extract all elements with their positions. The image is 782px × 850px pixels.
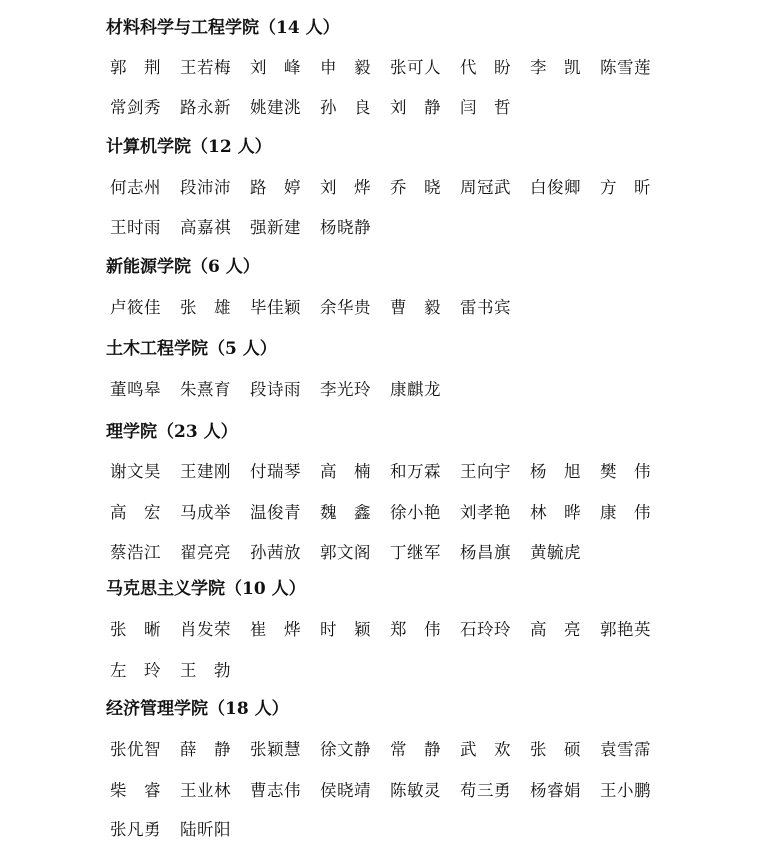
person-name: 雷书宾 <box>460 298 511 317</box>
name-row <box>110 460 670 484</box>
person-name: 康 伟 <box>600 503 651 522</box>
person-name: 郭艳英 <box>600 620 651 639</box>
person-name: 路永新 <box>180 98 231 117</box>
name-row <box>110 296 670 320</box>
person-name: 王时雨 <box>110 218 161 237</box>
person-name: 王向宇 <box>460 462 511 481</box>
person-name: 张 硕 <box>530 740 581 759</box>
person-name: 曹志伟 <box>250 781 301 800</box>
person-name: 郭 荆 <box>110 58 161 77</box>
person-name: 侯晓靖 <box>320 781 371 800</box>
person-name: 常剑秀 <box>110 98 161 117</box>
person-name: 魏 鑫 <box>320 503 371 522</box>
name-row <box>110 501 670 525</box>
section-heading: 马克思主义学院（10 人） <box>106 579 306 599</box>
person-name: 郑 伟 <box>390 620 441 639</box>
person-name: 刘孝艳 <box>460 503 511 522</box>
person-name: 毕佳颖 <box>250 298 301 317</box>
person-name: 马成举 <box>180 503 231 522</box>
person-name: 王若梅 <box>180 58 231 77</box>
person-name: 柴 睿 <box>110 781 161 800</box>
person-name: 付瑞琴 <box>250 462 301 481</box>
person-name: 陈雪莲 <box>600 58 651 77</box>
person-name: 申 毅 <box>320 58 371 77</box>
section-heading: 新能源学院（6 人） <box>106 257 260 277</box>
person-name: 王 勃 <box>180 661 231 680</box>
person-name: 白俊卿 <box>530 178 581 197</box>
person-name: 杨晓静 <box>320 218 371 237</box>
person-name: 杨昌旗 <box>460 543 511 562</box>
person-name: 高嘉祺 <box>180 218 231 237</box>
person-name: 段诗雨 <box>250 380 301 399</box>
person-name: 樊 伟 <box>600 462 651 481</box>
person-name: 陈敏灵 <box>390 781 441 800</box>
person-name: 高 亮 <box>530 620 581 639</box>
name-row <box>110 378 670 402</box>
section-heading: 计算机学院（12 人） <box>106 137 272 157</box>
person-name: 高 宏 <box>110 503 161 522</box>
name-row <box>110 96 670 120</box>
name-row <box>110 176 670 200</box>
person-name: 段沛沛 <box>180 178 231 197</box>
name-row <box>110 659 670 683</box>
person-name: 崔 烨 <box>250 620 301 639</box>
person-name: 薛 静 <box>180 740 231 759</box>
person-name: 黄毓虎 <box>530 543 581 562</box>
person-name: 袁雪霈 <box>600 740 651 759</box>
person-name: 石玲玲 <box>460 620 511 639</box>
person-name: 时 颖 <box>320 620 371 639</box>
name-row <box>110 56 670 80</box>
section-heading: 材料科学与工程学院（14 人） <box>106 18 340 38</box>
person-name: 常 静 <box>390 740 441 759</box>
person-name: 徐小艳 <box>390 503 441 522</box>
section-heading: 土木工程学院（5 人） <box>106 339 277 359</box>
person-name: 徐文静 <box>320 740 371 759</box>
person-name: 余华贵 <box>320 298 371 317</box>
person-name: 丁继军 <box>390 543 441 562</box>
person-name: 刘 峰 <box>250 58 301 77</box>
person-name: 张凡勇 <box>110 820 161 839</box>
person-name: 乔 晓 <box>390 178 441 197</box>
person-name: 刘 烨 <box>320 178 371 197</box>
person-name: 蔡浩江 <box>110 543 161 562</box>
person-name: 朱熹育 <box>180 380 231 399</box>
person-name: 王建刚 <box>180 462 231 481</box>
person-name: 陆昕阳 <box>180 820 231 839</box>
name-row <box>110 779 670 803</box>
person-name: 刘 静 <box>390 98 441 117</box>
person-name: 温俊青 <box>250 503 301 522</box>
person-name: 孙茜放 <box>250 543 301 562</box>
person-name: 高 楠 <box>320 462 371 481</box>
person-name: 卢筱佳 <box>110 298 161 317</box>
person-name: 杨 旭 <box>530 462 581 481</box>
person-name: 和万霖 <box>390 462 441 481</box>
person-name: 康麒龙 <box>390 380 441 399</box>
person-name: 李光玲 <box>320 380 371 399</box>
person-name: 姚建洮 <box>250 98 301 117</box>
person-name: 李 凯 <box>530 58 581 77</box>
person-name: 孙 良 <box>320 98 371 117</box>
person-name: 张 雄 <box>180 298 231 317</box>
person-name: 王小鹏 <box>600 781 651 800</box>
person-name: 杨睿娟 <box>530 781 581 800</box>
name-row <box>110 618 670 642</box>
person-name: 张 晰 <box>110 620 161 639</box>
person-name: 张优智 <box>110 740 161 759</box>
person-name: 路 婷 <box>250 178 301 197</box>
person-name: 曹 毅 <box>390 298 441 317</box>
name-row <box>110 541 670 565</box>
name-row <box>110 738 670 762</box>
person-name: 林 晔 <box>530 503 581 522</box>
person-name: 周冠武 <box>460 178 511 197</box>
person-name: 张可人 <box>390 58 441 77</box>
person-name: 董鸣皋 <box>110 380 161 399</box>
person-name: 郭文阁 <box>320 543 371 562</box>
section-heading: 经济管理学院（18 人） <box>106 699 289 719</box>
person-name: 闫 哲 <box>460 98 511 117</box>
person-name: 何志州 <box>110 178 161 197</box>
person-name: 王业林 <box>180 781 231 800</box>
person-name: 翟亮亮 <box>180 543 231 562</box>
person-name: 左 玲 <box>110 661 161 680</box>
person-name: 代 盼 <box>460 58 511 77</box>
person-name: 方 昕 <box>600 178 651 197</box>
person-name: 张颖慧 <box>250 740 301 759</box>
name-row <box>110 818 670 842</box>
person-name: 谢文昊 <box>110 462 161 481</box>
person-name: 肖发荣 <box>180 620 231 639</box>
section-heading: 理学院（23 人） <box>106 422 238 442</box>
name-row <box>110 216 670 240</box>
person-name: 武 欢 <box>460 740 511 759</box>
person-name: 强新建 <box>250 218 301 237</box>
person-name: 苟三勇 <box>460 781 511 800</box>
